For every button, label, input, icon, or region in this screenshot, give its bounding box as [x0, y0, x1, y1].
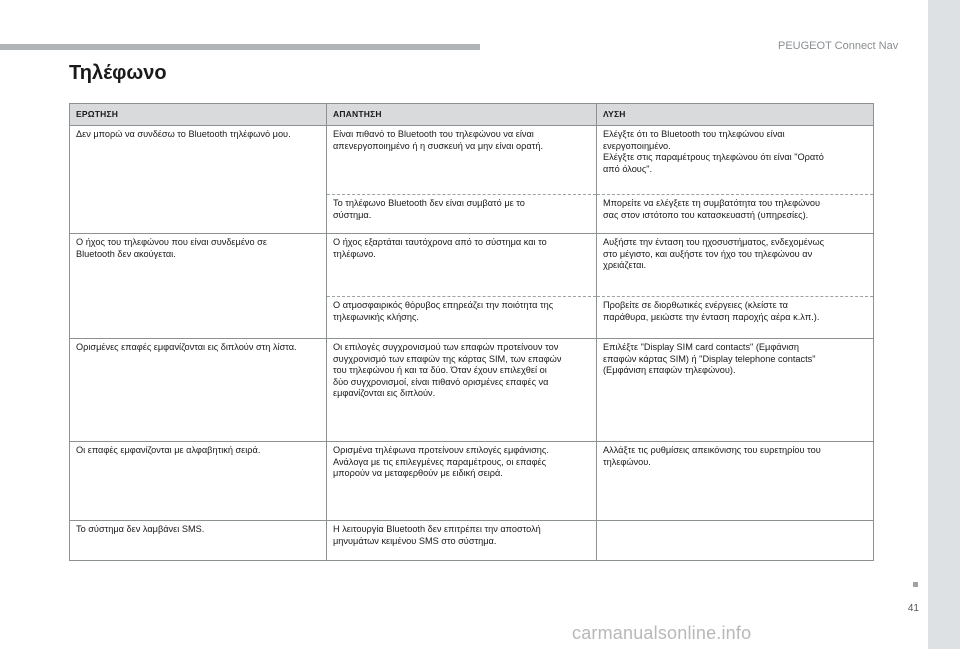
question-cell	[70, 521, 327, 561]
cell-line: Ελέγξτε ότι το Bluetooth του τηλεφώνου είναι	[603, 129, 785, 139]
cell-line: ενεργοποιημένο.	[603, 140, 671, 151]
cell-line: τηλέφωνο.	[333, 248, 376, 259]
cell-line: του τηλεφώνου ή και τα δύο. Όταν έχουν επιλεχθεί οι	[333, 365, 547, 376]
table-row	[70, 126, 874, 195]
header-solution: ΛΥΣΗ	[597, 104, 874, 126]
question-cell	[70, 339, 327, 442]
table-row	[70, 339, 874, 442]
header-question: ΕΡΩΤΗΣΗ	[70, 104, 327, 126]
solution-cell	[597, 195, 874, 234]
cell-line: Ο ατμοσφαιρικός θόρυβος επηρεάζει την ποιότητα της	[333, 300, 554, 310]
header-answer: ΑΠΑΝΤΗΣΗ	[327, 104, 597, 126]
answer-cell	[327, 126, 597, 195]
cell-line: Το τηλέφωνο Bluetooth δεν είναι συμβατό με το	[333, 198, 525, 208]
answer-cell	[327, 195, 597, 234]
header-rule	[0, 44, 480, 50]
cell-line: Ανάλογα με τις επιλεγμένες παραμέτρους, οι επαφές	[333, 456, 547, 467]
watermark: carmanualsonline.info	[572, 623, 752, 643]
cell-line: τηλεφώνου.	[603, 456, 651, 467]
cell-line: Επιλέξτε "Display SIM card contacts" (Εμφάνιση	[603, 342, 800, 352]
cell-line: συγχρονισμό των επαφών της κάρτας SIM, των επαφών	[333, 353, 562, 364]
cell-line: Προβείτε σε διορθωτικές ενέργειες (κλείστε τα	[603, 300, 788, 310]
table-row	[70, 297, 874, 339]
cell-line: Η λειτουργία Bluetooth δεν επιτρέπει την αποστολή	[333, 524, 541, 534]
cell-line: Αυξήστε την ένταση του ηχοσυστήματος, ενδεχομένως	[603, 237, 825, 247]
header-brand: PEUGEOT Connect Nav	[778, 40, 899, 52]
cell-line: τηλεφωνικής κλήσης.	[333, 311, 419, 322]
solution-cell	[597, 297, 874, 339]
cell-line: απενεργοποιημένο ή η συσκευή να μην είναι ορατή.	[333, 140, 543, 151]
cell-line: Το σύστημα δεν λαμβάνει SMS.	[76, 524, 205, 534]
side-strip	[928, 0, 960, 649]
cell-line: μπορούν να μεταφερθούν με ειδική σειρά.	[333, 468, 503, 479]
cell-line: Ο ήχος εξαρτάται ταυτόχρονα από το σύστημα και το	[333, 237, 547, 247]
table-header-row	[70, 104, 874, 126]
answer-cell	[327, 297, 597, 339]
cell-line: Ελέγξτε στις παραμέτρους τηλεφώνου ότι είναι "Ορατό	[603, 152, 824, 163]
cell-line: παράθυρα, μειώστε την ένταση παροχής αέρα κ.λπ.).	[603, 311, 820, 322]
page-number: 41	[907, 603, 919, 614]
cell-line: χρειάζεται.	[603, 260, 647, 271]
cell-line: μηνυμάτων κειμένου SMS στο σύστημα.	[333, 535, 497, 546]
cell-line: εμφανίζονται εις διπλούν.	[333, 388, 436, 399]
table-row	[70, 521, 874, 561]
table-row	[70, 195, 874, 234]
question-cell	[70, 126, 327, 195]
solution-cell	[597, 521, 874, 561]
answer-cell	[327, 234, 597, 297]
table-row	[70, 234, 874, 297]
solution-cell	[597, 234, 874, 297]
cell-line: Οι επαφές εμφανίζονται με αλφαβητική σειρά.	[76, 445, 261, 455]
cell-line: από όλους".	[603, 163, 653, 174]
cell-line: Οι επιλογές συγχρονισμού των επαφών προτείνουν τον	[333, 342, 559, 352]
cell-line: Δεν μπορώ να συνδέσω το Bluetooth τηλέφωνό μου.	[76, 129, 291, 139]
solution-cell	[597, 339, 874, 442]
faq-table	[69, 103, 874, 561]
cell-line: επαφών κάρτας SIM) ή "Display telephone contacts"	[603, 353, 816, 364]
cell-line: δύο συγχρονισμοί, είναι πιθανό ορισμένες επαφές να	[333, 376, 549, 387]
question-cell	[70, 442, 327, 521]
solution-cell	[597, 442, 874, 521]
cell-line: σύστημα.	[333, 209, 372, 220]
cell-line: Bluetooth δεν ακούγεται.	[76, 248, 176, 259]
cell-line: Ορισμένα τηλέφωνα προτείνουν επιλογές εμφάνισης.	[333, 445, 549, 455]
question-cell	[70, 195, 327, 234]
page-title: Τηλέφωνο	[69, 62, 167, 84]
cell-line: στο μέγιστο, και αυξήστε τον ήχο του τηλεφώνου αν	[603, 248, 813, 259]
cell-line: Ο ήχος του τηλεφώνου που είναι συνδεμένο σε	[76, 237, 267, 247]
question-cell	[70, 297, 327, 339]
table-row	[70, 442, 874, 521]
solution-cell	[597, 126, 874, 195]
cell-line: Ορισμένες επαφές εμφανίζονται εις διπλούν στη λίστα.	[76, 342, 297, 352]
cell-line: σας στον ιστότοπο του κατασκευαστή (υπηρεσίες).	[603, 209, 809, 220]
answer-cell	[327, 521, 597, 561]
cell-line: Αλλάξτε τις ρυθμίσεις απεικόνισης του ευρετηρίου του	[603, 445, 821, 455]
answer-cell	[327, 442, 597, 521]
cell-line: Μπορείτε να ελέγξετε τη συμβατότητα του τηλεφώνου	[603, 198, 820, 208]
cell-line: (Εμφάνιση επαφών τηλεφώνου).	[603, 365, 736, 376]
side-marker	[913, 582, 918, 587]
question-cell	[70, 234, 327, 297]
cell-line: Είναι πιθανό το Bluetooth του τηλεφώνου να είναι	[333, 129, 534, 139]
answer-cell	[327, 339, 597, 442]
